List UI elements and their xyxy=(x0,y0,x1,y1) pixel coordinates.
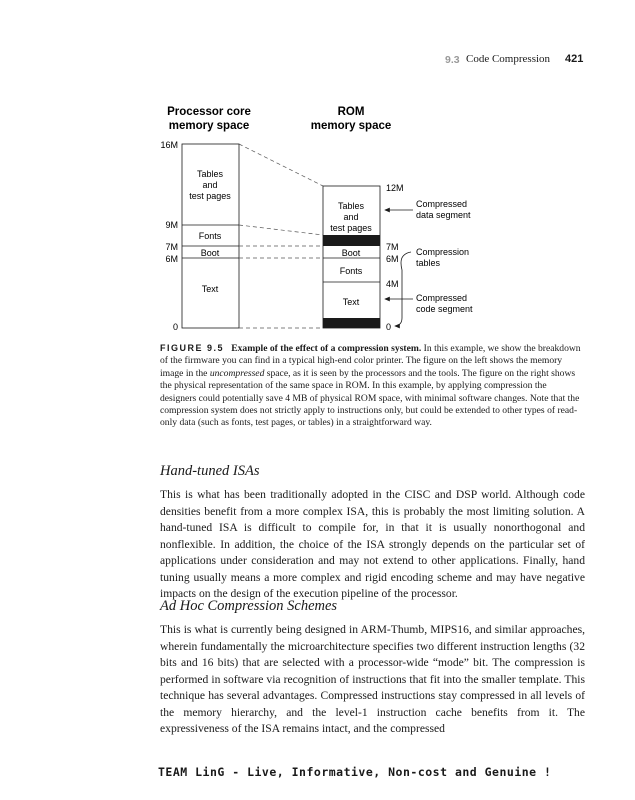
left-title-line1: Processor core xyxy=(167,106,251,118)
page-number: 421 xyxy=(565,53,584,65)
caption-italic-word: uncompressed xyxy=(209,367,265,379)
right-title-line1: ROM xyxy=(337,106,365,118)
annotation-compressed-data-l1: Compressed xyxy=(416,199,468,209)
caption-text-part2: space, as it is seen by the processors and the tools. The figure on the right shows the physical representation of the same space in ROM. In this example, by applying compression the designers could potentially save 4 MB of physical ROM space, with minimal software changes. Note that the compression system does not strictly apply to instructions only, but could be extended to other types of read-only data (such as fonts, test pages, or tables) in a straightforward way. xyxy=(160,367,580,429)
figure-caption xyxy=(160,342,585,430)
right-tick-4m: 4M xyxy=(386,279,399,289)
annotation-compressed-code-l1: Compressed xyxy=(416,293,468,303)
left-tick-6m: 6M xyxy=(165,254,178,264)
right-block-tables-l2: and xyxy=(343,212,359,222)
annotation-compression-tables-l2: tables xyxy=(416,258,441,268)
right-tick-7m: 7M xyxy=(386,242,399,252)
section-paragraph-ad-hoc-compression: This is what is currently being designed in ARM-Thumb, MIPS16, and similar approaches, wherein fundamentally the microarchitecture specifies two different instruction lengths (32 bits and 16 bits) that are selected with a processor-wide “mode” bit. The compression is performed in software via recognition of instructions that fit into the smaller template. This technique has several advantages. Compressed instructions stay compressed in all levels of the memory hierarchy, and the level-1 instruction cache benefits from it. The expressiveness of the ISA remains intact, and the compressed xyxy=(160,623,585,735)
footer-watermark: TEAM LinG - Live, Informative, Non-cost and Genuine ! xyxy=(158,765,552,779)
right-block-tables-l1: Tables xyxy=(337,201,365,211)
compression-tables-block-lower xyxy=(323,318,380,328)
running-header-title: Code Compression xyxy=(466,53,551,65)
right-block-text: Text xyxy=(342,297,360,307)
right-tick-0: 0 xyxy=(386,322,392,332)
left-block-tables-l2: and xyxy=(202,180,218,190)
right-tick-6m: 6M xyxy=(386,254,399,264)
left-block-tables-l3: test pages xyxy=(189,191,231,201)
caption-title: Example of the effect of a compression system. xyxy=(231,343,422,354)
left-tick-0: 0 xyxy=(172,322,178,332)
annotation-compressed-data-l2: data segment xyxy=(416,210,471,220)
left-title-line2: memory space xyxy=(168,120,250,132)
left-block-tables-l1: Tables xyxy=(196,169,224,179)
left-block-boot: Boot xyxy=(200,248,220,258)
memory-map-diagram xyxy=(0,95,635,340)
caption-text-part1: In this example, we show the breakdown of the firmware you can find in a typical high-end color printer. The figure on the left shows the memory image in the xyxy=(160,343,581,379)
annotation-compression-tables-l1: Compression xyxy=(416,247,470,257)
compression-tables-block-upper xyxy=(323,235,380,246)
mapping-lines xyxy=(239,144,323,328)
section-paragraph-hand-tuned-isas: This is what has been traditionally adopted in the CISC and DSP world. Although code densities benefit from a more complex ISA, this is probably the most limiting solution. A hand-tuned ISA is difficult to compile for, in that it is usually nonorthogonal and nonflexible. In addition, the choice of the ISA strongly depends on the particular set of applications under consideration and may not extend to other applications. Finally, hand tuning usually means a more complex and rigid encoding scheme and may have negative impacts on the design of the execution pipeline of the processor. xyxy=(160,488,585,600)
left-tick-7m: 7M xyxy=(165,242,178,252)
right-tick-12m: 12M xyxy=(386,183,404,193)
left-block-fonts: Fonts xyxy=(198,231,222,241)
section-heading-ad-hoc-compression: Ad Hoc Compression Schemes xyxy=(160,598,338,614)
right-block-boot: Boot xyxy=(341,248,361,258)
right-block-fonts: Fonts xyxy=(339,266,363,276)
running-header-section-number: 9.3 xyxy=(445,54,460,66)
right-title-line2: memory space xyxy=(310,120,392,132)
left-tick-16m: 16M xyxy=(160,140,178,150)
right-block-tables-l3: test pages xyxy=(330,223,372,233)
left-block-text: Text xyxy=(201,284,219,294)
figure-label: FIGURE 9.5 xyxy=(160,343,225,353)
annotation-compressed-code-l2: code segment xyxy=(416,304,473,314)
section-heading-hand-tuned-isas: Hand-tuned ISAs xyxy=(160,463,260,479)
left-tick-9m: 9M xyxy=(165,220,178,230)
